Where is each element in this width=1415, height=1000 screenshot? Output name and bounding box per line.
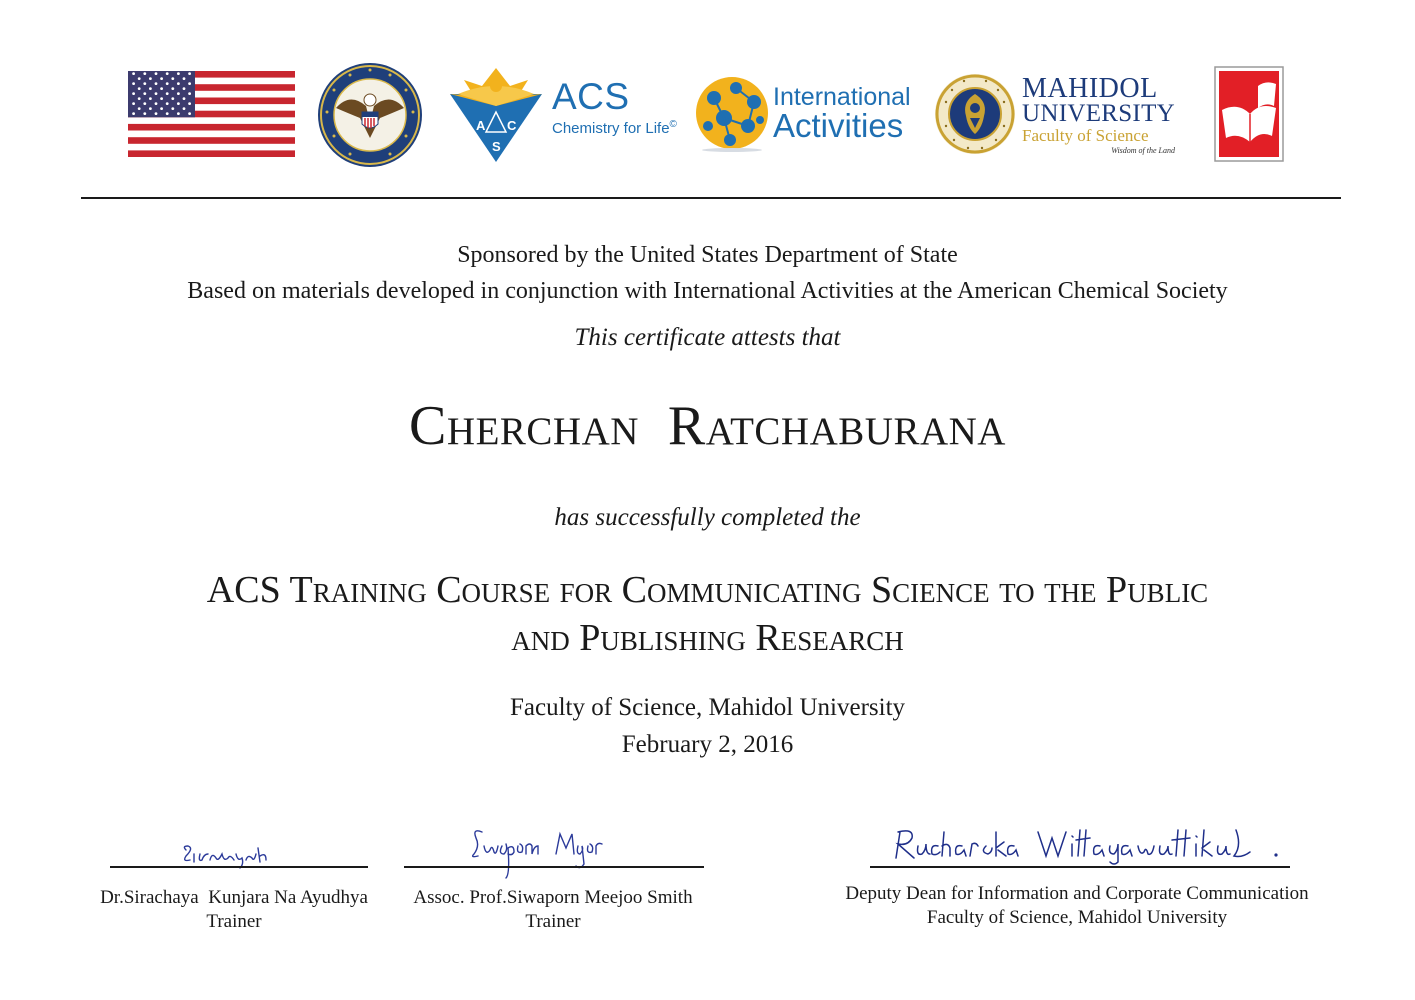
flag-star	[155, 102, 158, 105]
signatory-2	[394, 886, 712, 934]
international-label: International	[773, 83, 911, 111]
attests-line: This certificate attests that	[574, 324, 841, 351]
signatory-3	[832, 882, 1322, 930]
university-label: UNIVERSITY	[1022, 100, 1175, 127]
signature-siwaporn	[468, 824, 604, 880]
acs-emblem-letter-s: S	[492, 139, 501, 154]
flag-star	[177, 72, 180, 75]
acs-wordmark	[552, 78, 677, 138]
flag-star	[183, 77, 186, 80]
international-activities-wordmark	[773, 84, 911, 142]
flag-star	[138, 97, 141, 100]
flag-star	[177, 92, 180, 95]
signatory-2-name: Assoc. Prof.Siwaporn Meejoo Smith	[413, 887, 693, 908]
flag-star	[160, 107, 163, 110]
signatory-3-affiliation: Faculty of Science, Mahidol University	[926, 907, 1228, 928]
flag-star	[149, 77, 152, 80]
flag-star	[132, 72, 135, 75]
flag-star	[171, 77, 174, 80]
signatory-1-name: Dr.Sirachaya Kunjara Na Ayudhya	[100, 887, 368, 908]
completed-line: has successfully completed the	[554, 504, 861, 531]
flag-star	[155, 72, 158, 75]
acs-wordmark-title: ACS	[552, 76, 630, 117]
flag-star	[188, 82, 191, 85]
us-flag-icon	[128, 71, 295, 157]
logo-row	[0, 0, 1415, 190]
acs-emblem-icon	[444, 66, 548, 162]
course-title-line-1: ACS Training Course for Communicating Science to the Public	[206, 569, 1209, 611]
flag-star	[143, 72, 146, 75]
signature-rucharoka	[890, 822, 1286, 866]
flag-star	[149, 87, 152, 90]
recipient-name: Cherchan Ratchaburana	[409, 395, 1006, 457]
flag-star	[188, 72, 191, 75]
mahidol-university-seal-icon	[934, 72, 1016, 156]
signatory-2-title: Trainer	[525, 911, 581, 932]
flag-star	[143, 102, 146, 105]
flag-star	[143, 92, 146, 95]
signatory-3-position: Deputy Dean for Information and Corporate Communication	[845, 883, 1309, 904]
acs-wordmark-tagline	[552, 116, 677, 138]
flag-star	[177, 82, 180, 85]
flag-star	[183, 107, 186, 110]
flag-star	[149, 97, 152, 100]
flag-star	[188, 102, 191, 105]
flag-star	[149, 107, 152, 110]
flag-star	[166, 102, 169, 105]
mahidol-motto: Wisdom of the Land	[1111, 146, 1175, 155]
flag-star	[138, 77, 141, 80]
flag-star	[166, 92, 169, 95]
department-of-state-seal-icon	[316, 62, 424, 168]
acs-emblem-letter-c: C	[507, 118, 517, 133]
flag-star	[138, 87, 141, 90]
based-on-line: Based on materials developed in conjunction with International Activities at the American Chemical Society	[187, 278, 1228, 304]
flag-star	[183, 87, 186, 90]
signature-line-2	[404, 866, 704, 868]
flag-star	[132, 112, 135, 115]
flag-star	[138, 107, 141, 110]
mahidol-label: MAHIDOL	[1022, 73, 1158, 104]
flag-star	[155, 92, 158, 95]
flag-star	[143, 82, 146, 85]
flag-star	[171, 107, 174, 110]
flag-star	[155, 82, 158, 85]
flag-star	[183, 97, 186, 100]
faculty-of-science-label: Faculty of Science	[1022, 126, 1149, 145]
flag-star	[160, 77, 163, 80]
flag-star	[188, 112, 191, 115]
flag-star	[132, 92, 135, 95]
flag-star	[177, 102, 180, 105]
flag-star	[171, 97, 174, 100]
signature-line-3	[870, 866, 1290, 868]
flag-star	[166, 112, 169, 115]
flag-star	[166, 72, 169, 75]
flag-star	[188, 92, 191, 95]
signatory-1	[96, 886, 372, 934]
copyright-mark: ©	[669, 119, 677, 130]
signatory-1-title: Trainer	[206, 911, 262, 932]
date-line: February 2, 2016	[621, 731, 794, 758]
mahidol-university-wordmark	[1022, 73, 1175, 157]
activities-label: Activities	[773, 107, 904, 144]
international-activities-globe-icon	[694, 74, 770, 152]
flag-star	[177, 112, 180, 115]
flag-star	[155, 112, 158, 115]
signature-line-1	[110, 866, 368, 868]
course-title	[0, 566, 1415, 662]
acs-tagline-text: Chemistry for Life	[552, 120, 670, 137]
venue-line: Faculty of Science, Mahidol University	[509, 694, 906, 721]
red-book-logo-icon	[1214, 66, 1284, 162]
flag-star	[132, 102, 135, 105]
acs-emblem-letter-a: A	[476, 118, 486, 133]
flag-star	[160, 97, 163, 100]
flag-star	[160, 87, 163, 90]
flag-star	[143, 112, 146, 115]
flag-star	[166, 82, 169, 85]
header-divider	[81, 197, 1341, 199]
sponsor-line: Sponsored by the United States Department of State	[457, 242, 958, 268]
flag-star	[132, 82, 135, 85]
course-title-line-2: and Publishing Research	[511, 617, 904, 659]
flag-star	[171, 87, 174, 90]
